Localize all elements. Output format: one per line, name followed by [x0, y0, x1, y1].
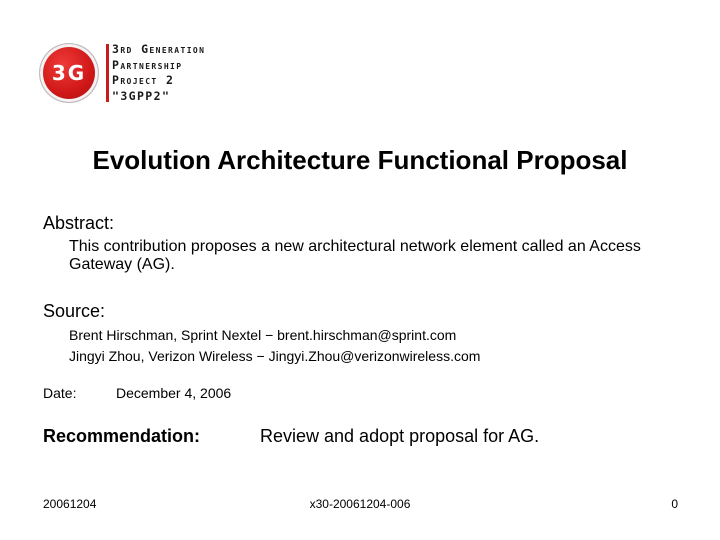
source-label: Source: — [43, 301, 106, 321]
source-author-2: Jingyi Zhou, Verizon Wireless − Jingyi.Zhou@verizonwireless.com — [69, 348, 481, 364]
3gpp2-logo — [40, 42, 260, 104]
logo-divider — [106, 44, 109, 102]
slide-title: Evolution Architecture Functional Proposal — [92, 145, 628, 175]
logo-line-2: Partnership — [112, 57, 183, 72]
footer-page-number: 0 — [671, 497, 678, 511]
source-author-1: Brent Hirschman, Sprint Nextel − brent.hirschman@sprint.com — [69, 327, 457, 343]
logo-mark: 3G — [51, 61, 87, 85]
logo-line-1: 3rd Generation — [112, 42, 206, 56]
recommendation-value: Review and adopt proposal for AG. — [260, 426, 540, 446]
date-value: December 4, 2006 — [116, 385, 232, 401]
recommendation-label: Recommendation: — [43, 426, 201, 446]
logo-emblem — [40, 44, 98, 102]
logo-line-4: "3GPP2" — [112, 88, 171, 103]
logo-line-3: Project 2 — [112, 73, 175, 87]
footer-date: 20061204 — [43, 497, 97, 511]
logo-wordmark — [112, 42, 205, 104]
abstract-text: This contribution proposes a new architectural network element called an Access Gateway (AG). — [69, 238, 641, 273]
date-label: Date: — [43, 385, 77, 401]
abstract-label: Abstract: — [43, 213, 115, 233]
footer-document-number: x30-20061204-006 — [309, 497, 411, 511]
